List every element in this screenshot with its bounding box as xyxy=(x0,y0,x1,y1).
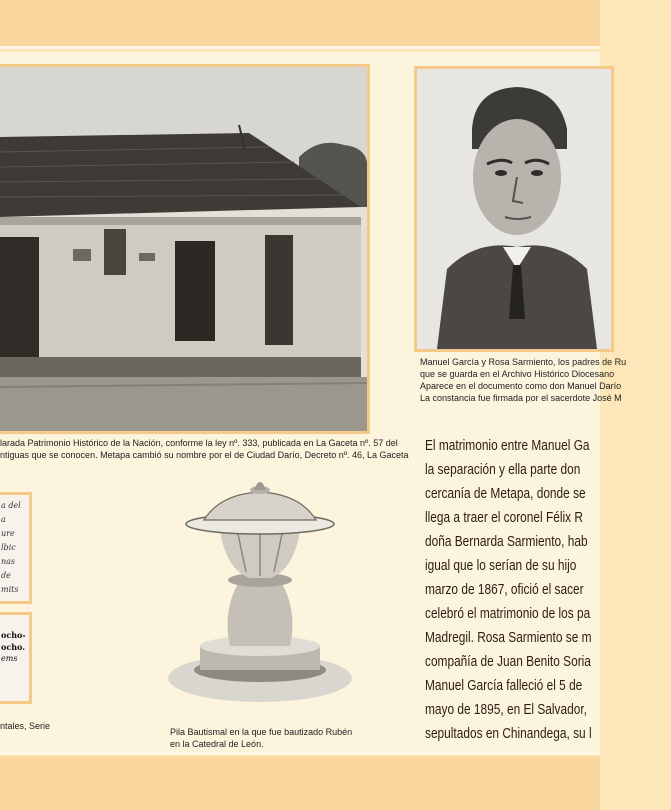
article-line: marzo de 1867, ofició el sacer xyxy=(425,582,584,598)
article-line: cercanía de Metapa, donde se xyxy=(425,486,586,502)
article-line: mayo de 1895, en El Salvador, xyxy=(425,702,587,718)
document-line: ems xyxy=(1,654,18,663)
font-caption: Pila Bautismal en la que fue bautizado Rubén en la Catedral de León. xyxy=(170,727,353,749)
bottom-band xyxy=(0,756,600,810)
top-band xyxy=(0,0,600,46)
bottom-divider xyxy=(0,752,600,755)
article-line: llega a traer el coronel Félix R xyxy=(425,510,583,526)
document-caption: ntales, Serie xyxy=(0,721,51,731)
article-body xyxy=(425,434,671,746)
handwriting-line: ure xyxy=(1,529,15,538)
article-line: la separación y ella parte don xyxy=(425,462,581,478)
handwriting-line: nas xyxy=(1,557,16,566)
article-line: compañía de Juan Benito Soria xyxy=(425,654,591,670)
handwriting-line: de xyxy=(1,571,11,580)
document-line: ocho. xyxy=(1,642,26,652)
article-line: igual que lo serían de su hijo xyxy=(425,558,577,574)
article-line: doña Bernarda Sarmiento, hab xyxy=(425,534,588,550)
document-line: ocho- xyxy=(1,630,26,640)
article-line: El matrimonio entre Manuel Ga xyxy=(425,438,590,454)
document-fragment-bottom xyxy=(0,612,32,704)
portrait-illustration xyxy=(417,69,611,349)
article-line: Madregil. Rosa Sarmiento se m xyxy=(425,630,592,646)
handwriting-line: mits xyxy=(1,585,19,594)
handwriting-line: a xyxy=(1,515,6,524)
portrait-drawing xyxy=(414,66,614,352)
handwriting-line: a del xyxy=(1,501,21,510)
baptismal-font-image xyxy=(160,470,360,720)
portrait-caption: Manuel García y Rosa Sarmiento, los padres de Ru que se guarda en el Archivo Histórico Diocesano Aparece en el documento como don Manuel Darío La constancia fue firmada por el sacerdote José M xyxy=(420,357,627,403)
article-line: celebró el matrimonio de los pa xyxy=(425,606,591,622)
handwriting-line: lbic xyxy=(1,543,16,552)
house-caption: larada Patrimonio Histórico de la Nación, conforme la ley nº. 333, publicada en La Gaceta nº. 57 del ntiguas que se conocen. Metapa cambió su nombre por el de Ciudad Darío, Decreto nº. 46, La Gaceta xyxy=(0,438,409,460)
top-divider xyxy=(0,46,600,49)
house-illustration xyxy=(0,67,367,431)
article-line: sepultados en Chinandega, su l xyxy=(425,726,592,742)
article-line: Manuel García falleció el 5 de xyxy=(425,678,583,694)
house-photo xyxy=(0,64,370,434)
document-fragment-top xyxy=(0,492,32,604)
